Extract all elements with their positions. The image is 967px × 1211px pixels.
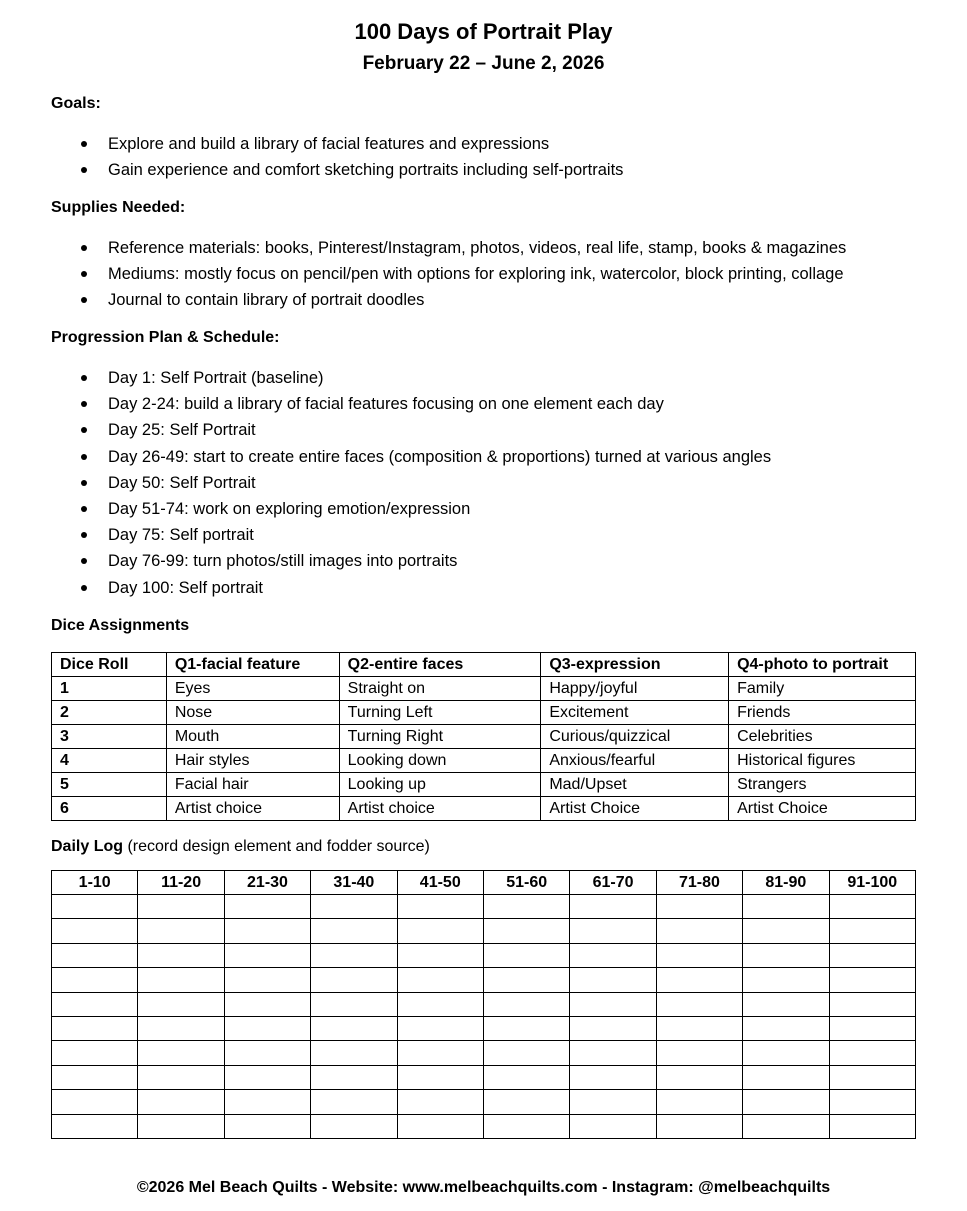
log-cell [138,968,224,992]
log-cell [743,1065,829,1089]
column-header: 41-50 [397,871,483,895]
table-cell: Looking down [339,749,541,773]
log-cell [829,943,915,967]
log-cell [138,919,224,943]
log-cell [656,968,742,992]
column-header: 11-20 [138,871,224,895]
log-cell [483,895,569,919]
table-cell: Hair styles [166,749,339,773]
log-cell [52,1065,138,1089]
list-item: Day 76-99: turn photos/still images into portraits [78,548,771,574]
table-cell: Family [729,677,916,701]
list-item: Explore and build a library of facial features and expressions [78,131,623,157]
table-row [52,992,916,1016]
log-cell [829,1065,915,1089]
table-cell: Looking up [339,773,541,797]
log-cell [311,1065,397,1089]
table-row [52,943,916,967]
log-cell [224,1016,310,1040]
log-cell [311,895,397,919]
log-cell [224,895,310,919]
table-row [52,773,916,797]
log-cell [743,992,829,1016]
column-header: 61-70 [570,871,656,895]
table-cell: Celebrities [729,725,916,749]
table-row [52,725,916,749]
table-cell: Curious/quizzical [541,725,729,749]
dice-assignments-table [51,652,916,821]
table-cell: 5 [52,773,167,797]
table-row [52,749,916,773]
log-cell [397,1090,483,1114]
log-cell [483,1041,569,1065]
table-row [52,1065,916,1089]
log-cell [224,968,310,992]
log-cell [483,1114,569,1138]
column-header: Q1-facial feature [166,653,339,677]
daily-log-table [51,870,916,1139]
list-item: Journal to contain library of portrait doodles [78,287,846,313]
progression-list [78,365,771,601]
table-cell: Artist choice [339,797,541,821]
log-cell [311,1016,397,1040]
table-header-row [52,653,916,677]
log-cell [570,992,656,1016]
table-row [52,1041,916,1065]
log-cell [52,992,138,1016]
log-cell [397,1016,483,1040]
log-cell [570,1065,656,1089]
log-cell [397,895,483,919]
log-cell [743,968,829,992]
log-cell [570,1041,656,1065]
log-cell [52,1090,138,1114]
log-cell [829,895,915,919]
progression-heading: Progression Plan & Schedule: [51,329,280,346]
log-cell [570,1090,656,1114]
table-cell: Artist choice [166,797,339,821]
log-cell [656,1114,742,1138]
table-cell: Anxious/fearful [541,749,729,773]
column-header: Dice Roll [52,653,167,677]
table-header-row [52,871,916,895]
log-cell [311,992,397,1016]
log-cell [311,919,397,943]
list-item: Reference materials: books, Pinterest/Instagram, photos, videos, real life, stamp, books & magazines [78,235,846,261]
log-cell [743,1090,829,1114]
list-item: Day 2-24: build a library of facial features focusing on one element each day [78,391,771,417]
log-cell [743,919,829,943]
log-cell [224,919,310,943]
log-cell [224,1114,310,1138]
table-row [52,1016,916,1040]
column-header: 1-10 [52,871,138,895]
log-cell [224,1090,310,1114]
log-cell [224,1065,310,1089]
log-cell [397,1114,483,1138]
column-header: 91-100 [829,871,915,895]
log-cell [483,968,569,992]
log-cell [829,1041,915,1065]
log-cell [52,1114,138,1138]
log-cell [656,1065,742,1089]
log-cell [656,1090,742,1114]
column-header: Q4-photo to portrait [729,653,916,677]
log-cell [52,1016,138,1040]
table-cell: Facial hair [166,773,339,797]
column-header: 71-80 [656,871,742,895]
footer-copyright: ©2026 Mel Beach Quilts - Website: www.melbeachquilts.com - Instagram: @melbeachquilts [136,1179,831,1196]
log-cell [52,895,138,919]
table-cell: Artist Choice [541,797,729,821]
log-cell [138,1016,224,1040]
log-cell [397,919,483,943]
log-cell [483,943,569,967]
daily-log-heading [51,838,430,856]
table-cell: Nose [166,701,339,725]
log-cell [829,1114,915,1138]
log-cell [138,992,224,1016]
log-cell [570,1114,656,1138]
table-cell: 3 [52,725,167,749]
log-cell [829,1016,915,1040]
log-cell [138,1114,224,1138]
log-cell [829,1090,915,1114]
log-cell [224,992,310,1016]
column-header: 81-90 [743,871,829,895]
list-item: Day 25: Self Portrait [78,417,771,443]
log-cell [656,1016,742,1040]
goals-heading: Goals: [51,95,101,112]
column-header: Q2-entire faces [339,653,541,677]
table-row [52,701,916,725]
log-cell [656,919,742,943]
column-header: Q3-expression [541,653,729,677]
log-cell [311,943,397,967]
log-cell [829,992,915,1016]
table-cell: 2 [52,701,167,725]
log-cell [224,943,310,967]
table-row [52,919,916,943]
column-header: 31-40 [311,871,397,895]
log-cell [311,1090,397,1114]
table-cell: Mouth [166,725,339,749]
list-item: Day 50: Self Portrait [78,470,771,496]
page-title: 100 Days of Portrait Play [354,19,613,44]
log-cell [483,1016,569,1040]
supplies-list [78,235,846,314]
log-cell [52,968,138,992]
table-cell: Strangers [729,773,916,797]
table-cell: Historical figures [729,749,916,773]
table-cell: 1 [52,677,167,701]
table-cell: Turning Right [339,725,541,749]
log-cell [52,919,138,943]
table-cell: Turning Left [339,701,541,725]
log-cell [743,1114,829,1138]
log-cell [311,1041,397,1065]
log-cell [570,968,656,992]
table-row [52,797,916,821]
table-row [52,1090,916,1114]
list-item: Day 1: Self Portrait (baseline) [78,365,771,391]
log-cell [483,1090,569,1114]
log-cell [570,895,656,919]
table-cell: Mad/Upset [541,773,729,797]
column-header: 51-60 [483,871,569,895]
daily-log-title: Daily Log [51,838,124,855]
log-cell [483,919,569,943]
table-cell: Excitement [541,701,729,725]
table-cell: Friends [729,701,916,725]
log-cell [829,919,915,943]
log-cell [138,1065,224,1089]
date-range-subtitle: February 22 – June 2, 2026 [362,53,605,74]
log-cell [656,943,742,967]
log-cell [397,992,483,1016]
table-row [52,895,916,919]
log-cell [224,1041,310,1065]
log-cell [743,895,829,919]
log-cell [138,1090,224,1114]
list-item: Day 75: Self portrait [78,522,771,548]
table-cell: Eyes [166,677,339,701]
table-cell: 4 [52,749,167,773]
log-cell [483,992,569,1016]
log-cell [570,1016,656,1040]
log-cell [311,968,397,992]
daily-log-body [52,895,916,1139]
log-cell [483,1065,569,1089]
log-cell [52,943,138,967]
log-cell [138,895,224,919]
table-row [52,968,916,992]
log-cell [138,1041,224,1065]
log-cell [570,943,656,967]
table-row [52,1114,916,1138]
log-cell [570,919,656,943]
log-cell [397,1041,483,1065]
log-cell [397,943,483,967]
table-row [52,677,916,701]
list-item: Day 100: Self portrait [78,575,771,601]
list-item: Day 26-49: start to create entire faces (composition & proportions) turned at various angles [78,444,771,470]
log-cell [743,1041,829,1065]
table-cell: Straight on [339,677,541,701]
daily-log-note: (record design element and fodder source) [123,838,430,855]
log-cell [743,1016,829,1040]
log-cell [397,968,483,992]
table-cell: 6 [52,797,167,821]
log-cell [829,968,915,992]
dice-heading: Dice Assignments [51,617,190,634]
goals-list [78,131,623,183]
log-cell [138,943,224,967]
list-item: Day 51-74: work on exploring emotion/expression [78,496,771,522]
log-cell [656,1041,742,1065]
table-cell: Artist Choice [729,797,916,821]
supplies-heading: Supplies Needed: [51,199,186,216]
log-cell [397,1065,483,1089]
log-cell [743,943,829,967]
column-header: 21-30 [224,871,310,895]
table-cell: Happy/joyful [541,677,729,701]
log-cell [656,992,742,1016]
list-item: Gain experience and comfort sketching portraits including self-portraits [78,157,623,183]
list-item: Mediums: mostly focus on pencil/pen with options for exploring ink, watercolor, block printing, collage [78,261,846,287]
log-cell [311,1114,397,1138]
log-cell [656,895,742,919]
log-cell [52,1041,138,1065]
